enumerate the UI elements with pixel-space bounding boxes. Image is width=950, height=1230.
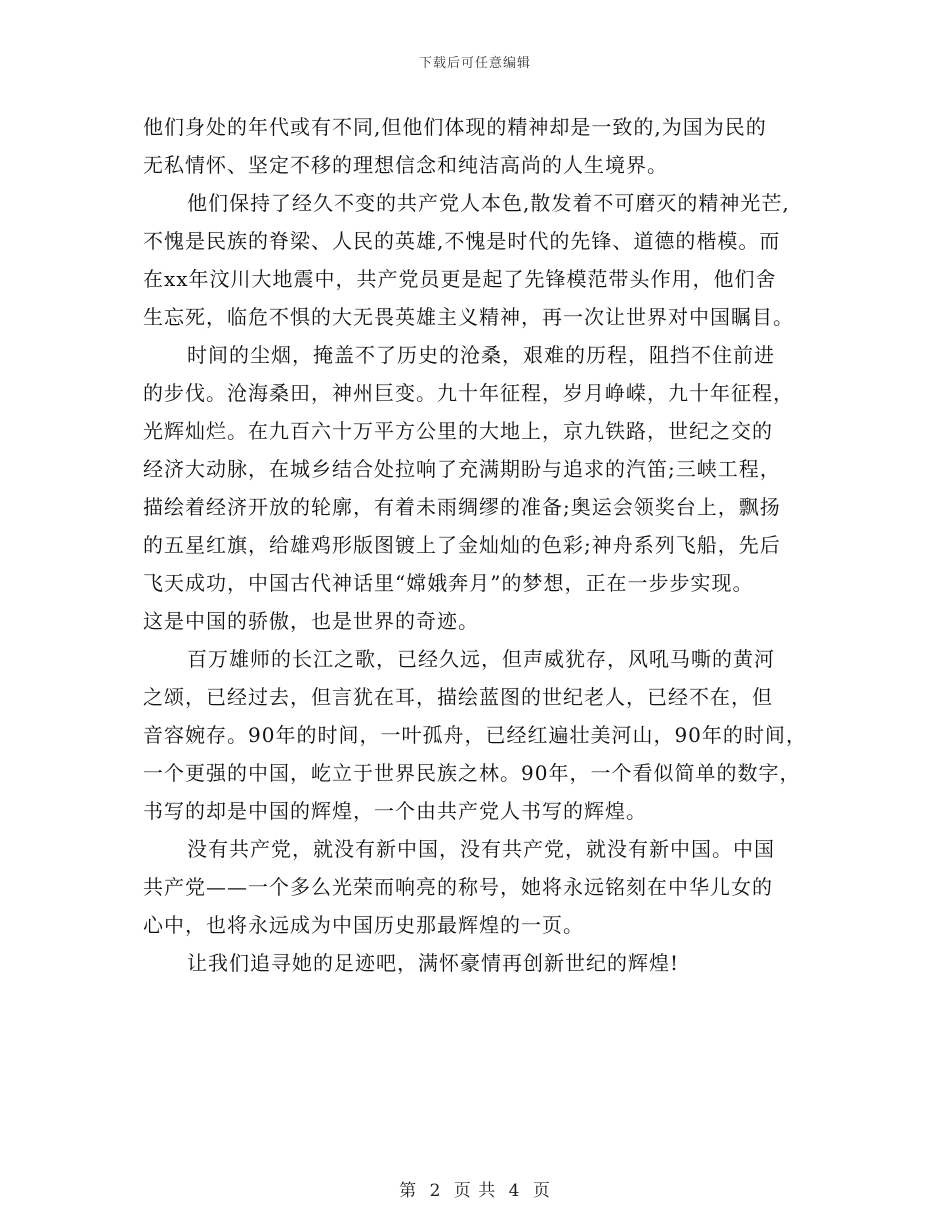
text-line: 在xx年汶川大地震中，共产党员更是起了先锋模范带头作用，他们舍 bbox=[143, 267, 777, 291]
text-line: 生忘死，临危不惧的大无畏英雄主义精神，再一次让世界对中国瞩目。 bbox=[143, 305, 794, 329]
text-line: 心中，也将永远成为中国历史那最辉煌的一页。 bbox=[143, 913, 584, 937]
text-line: 无私情怀、坚定不移的理想信念和纯洁高尚的人生境界。 bbox=[143, 153, 668, 177]
text-line: 的步伐。沧海桑田，神州巨变。九十年征程，岁月峥嵘，九十年征程， bbox=[143, 381, 794, 405]
text-line: 飞天成功，中国古代神话里“嫦娥奔月”的梦想，正在一步步实现。 bbox=[143, 571, 754, 595]
total-pages-number: 4 bbox=[508, 1181, 521, 1201]
text-line: 书写的却是中国的辉煌，一个由共产党人书写的辉煌。 bbox=[143, 799, 647, 823]
paragraph-first-line: 时间的尘烟，掩盖不了历史的沧桑，艰难的历程，阻挡不住前进 bbox=[187, 343, 775, 367]
paragraph-first-line: 百万雄师的长江之歌，已经久远，但声威犹存，风吼马嘶的黄河 bbox=[187, 647, 775, 671]
document-body bbox=[143, 108, 823, 982]
page-header: 下载后可任意编辑 bbox=[418, 56, 531, 71]
paragraph-first-line: 让我们追寻她的足迹吧，满怀豪情再创新世纪的辉煌! bbox=[187, 951, 680, 975]
text-line: 不愧是民族的脊梁、人民的英雄,不愧是时代的先锋、道德的楷模。而 bbox=[143, 229, 781, 253]
page-number-footer bbox=[0, 1176, 950, 1201]
text-line: 一个更强的中国，屹立于世界民族之林。90年，一个看似简单的数字， bbox=[143, 761, 801, 785]
text-line: 他们身处的年代或有不同,但他们体现的精神却是一致的,为国为民的 bbox=[143, 115, 767, 139]
text-line: 这是中国的骄傲，也是世界的奇迹。 bbox=[143, 609, 479, 633]
text-line: 共产党——一个多么光荣而响亮的称号，她将永远铭刻在中华儿女的 bbox=[143, 875, 773, 899]
text-line: 的五星红旗，给雄鸡形版图镀上了金灿灿的色彩;神舟系列飞船，先后 bbox=[143, 533, 781, 557]
text-line: 音容婉存。90年的时间，一叶孤舟，已经红遍壮美河山，90年的时间， bbox=[143, 723, 807, 747]
page-label-suffix: 页 bbox=[532, 1181, 551, 1201]
current-page-number: 2 bbox=[429, 1181, 442, 1201]
text-line: 描绘着经济开放的轮廓，有着未雨绸缪的准备;奥运会领奖台上，飘扬 bbox=[143, 495, 781, 519]
text-line: 之颂，已经过去，但言犹在耳，描绘蓝图的世纪老人，已经不在，但 bbox=[143, 685, 773, 709]
page-label-prefix: 第 bbox=[399, 1181, 418, 1201]
page-label-mid: 页 共 bbox=[453, 1181, 497, 1201]
text-line: 经济大动脉，在城乡结合处拉响了充满期盼与追求的汽笛;三峡工程， bbox=[143, 457, 781, 481]
paragraph-first-line: 他们保持了经久不变的共产党人本色,散发着不可磨灭的精神光芒, bbox=[187, 191, 790, 215]
paragraph-first-line: 没有共产党，就没有新中国，没有共产党，就没有新中国。中国 bbox=[187, 837, 775, 861]
text-line: 光辉灿烂。在九百六十万平方公里的大地上，京九铁路，世纪之交的 bbox=[143, 419, 773, 443]
